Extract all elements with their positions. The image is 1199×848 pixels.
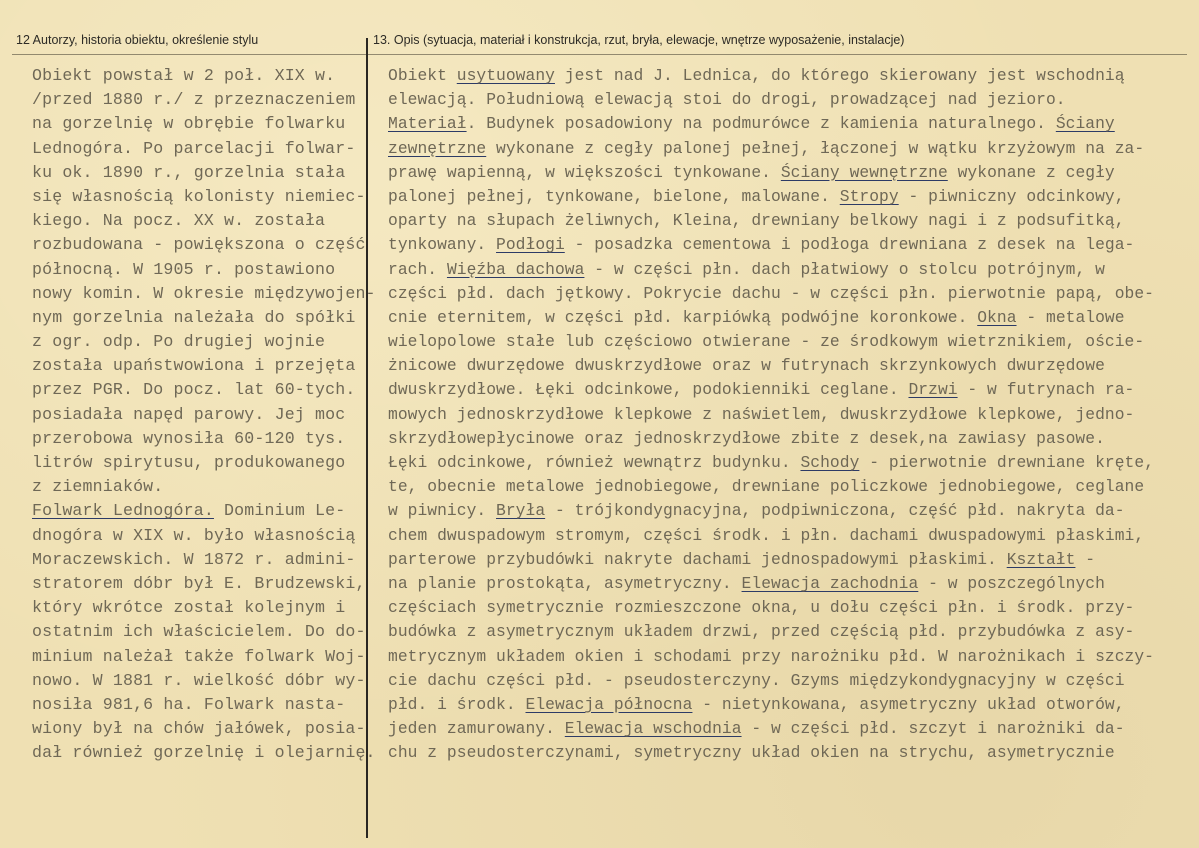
text-segment: rozbudowana - powiększona o część [32, 235, 366, 255]
text-line [32, 378, 376, 402]
text-line [388, 693, 1154, 717]
text-line [32, 717, 376, 741]
underlined-heading: Folwark Lednogóra. [32, 501, 214, 521]
text-segment: stratorem dóbr był E. Brudzewski, [32, 573, 366, 593]
text-line [32, 258, 376, 282]
text-line [388, 209, 1154, 233]
text-line [32, 306, 376, 330]
text-line [32, 233, 376, 257]
text-segment: - nietynkowana, asymetryczny układ otworów, [692, 694, 1125, 714]
text-segment: przerobowa wynosiła 60-120 tys. [32, 428, 346, 448]
text-segment: - w części płn. dach płatwiowy o stolcu potrójnym, w [584, 259, 1105, 279]
text-segment: cie dachu części płd. - pseudosterczyny. Gzyms międzykondygnacyjny w części [388, 670, 1125, 690]
text-segment: ostatnim ich właścicielem. Do do- [32, 622, 366, 642]
text-line [32, 354, 376, 378]
text-segment: posiadała napęd parowy. Jej moc [32, 404, 346, 424]
text-line [388, 669, 1154, 693]
text-segment: częściach symetrycznie rozmieszczone okna, u dołu części płn. i środk. przy- [388, 598, 1135, 618]
text-segment: te, obecnie metalowe jednobiegowe, drewniane policzkowe jednobiegowe, ceglane [388, 477, 1145, 497]
text-line [32, 185, 376, 209]
underlined-heading: Schody [800, 453, 860, 472]
text-line [32, 137, 376, 161]
text-line [388, 403, 1154, 427]
underlined-heading: Ściany wewnętrzne [780, 162, 948, 182]
underlined-heading: Więźba dachowa [446, 259, 585, 279]
text-segment: . Budynek posadowiony na podmurówce z kamienia naturalnego. [466, 114, 1056, 134]
text-segment: dnogóra w XIX w. było własnością [32, 525, 356, 545]
text-line [388, 137, 1154, 161]
text-line [32, 596, 376, 620]
text-line [388, 427, 1154, 451]
text-line [388, 282, 1154, 306]
text-line [388, 524, 1154, 548]
underlined-heading: zewnętrzne [388, 138, 487, 158]
text-line [388, 354, 1154, 378]
text-line [32, 475, 376, 499]
text-line [388, 185, 1154, 209]
text-segment: nowy komin. W okresie międzywojen- [32, 283, 376, 303]
text-line [388, 717, 1154, 741]
text-line [32, 403, 376, 427]
text-line [388, 620, 1154, 644]
text-segment: przez PGR. Do pocz. lat 60-tych. [32, 380, 356, 400]
text-segment: w piwnicy. [388, 501, 497, 521]
underlined-heading: Podłogi [496, 235, 565, 255]
text-segment: dał również gorzelnię i olejarnię. [32, 743, 376, 763]
text-line [32, 112, 376, 136]
text-segment: chu z pseudosterczynami, symetryczny układ okien na strychu, asymetrycznie [388, 743, 1115, 763]
text-line [388, 233, 1154, 257]
text-segment: /przed 1880 r./ z przeznaczeniem [32, 90, 356, 110]
text-segment: na planie prostokąta, asymetryczny. [388, 573, 742, 593]
text-segment: kiego. Na pocz. XX w. została [32, 211, 326, 231]
text-segment: - [1075, 549, 1096, 569]
text-line [388, 475, 1154, 499]
text-segment: - pierwotnie drewniane kręte, [859, 453, 1155, 472]
text-line [388, 548, 1154, 572]
text-segment: Moraczewskich. W 1872 r. admini- [32, 549, 356, 569]
underlined-heading: Drzwi [908, 380, 958, 400]
text-line [32, 741, 376, 765]
text-line [32, 693, 376, 717]
text-segment: skrzydłowepłycinowe oraz jednoskrzydłowe zbite z desek,na zawiasy pasowe. [388, 428, 1105, 448]
text-line [32, 645, 376, 669]
text-segment: metrycznym układem okien i schodami przy narożniku płd. W narożnikach i szczy- [388, 646, 1154, 666]
text-segment: cnie eternitem, w części płd. karpiówką podwójne koronkowe. [388, 307, 978, 327]
underlined-heading: Kształt [1006, 549, 1076, 569]
text-segment: Łęki odcinkowe, również wewnątrz budynku. [388, 453, 801, 472]
text-segment: Obiekt powstał w 2 poł. XIX w. [32, 66, 336, 85]
text-segment: mowych jednoskrzydłowe klepkowe z naświetlem, dwuskrzydłowe klepkowe, jedno- [388, 404, 1135, 424]
text-segment: Dominium Le- [213, 501, 346, 521]
text-segment: minium należał także folwark Woj- [32, 646, 366, 666]
text-segment: - metalowe [1016, 307, 1125, 327]
text-segment: nosiła 981,6 ha. Folwark nasta- [32, 694, 346, 714]
text-line [32, 499, 376, 523]
text-segment: palonej pełnej, tynkowane, bielone, malowane. [388, 186, 840, 206]
text-line [388, 596, 1154, 620]
section-13-header: 13. Opis (sytuacja, materiał i konstrukcja, rzut, bryła, elewacje, wnętrze wyposażenie, instalacje) [373, 33, 905, 47]
text-segment: - posadzka cementowa i podłoga drewniana z desek na lega- [564, 235, 1135, 255]
text-segment: ku ok. 1890 r., gorzelnia stała [32, 162, 346, 182]
text-line [32, 669, 376, 693]
underlined-heading: Bryła [496, 501, 546, 521]
text-segment: wiony był na chów jałówek, posia- [32, 719, 366, 739]
text-line [388, 451, 1154, 475]
text-segment: wielopolowe stałe lub częściowo otwierane - ze środkowym wietrznikiem, oście- [388, 332, 1145, 352]
text-line [388, 330, 1154, 354]
text-line [32, 451, 376, 475]
text-segment: części płd. dach jętkowy. Pokrycie dachu - w części płn. pierwotnie papą, obe- [388, 283, 1154, 303]
text-line [388, 88, 1154, 112]
text-segment: który wkrótce został kolejnym i [32, 598, 346, 618]
underlined-heading: Ściany [1055, 114, 1115, 134]
text-line [32, 427, 376, 451]
text-segment: dwuskrzydłowe. Łęki odcinkowe, podokienniki ceglane. [388, 380, 909, 400]
history-text-column [32, 64, 376, 765]
underlined-heading: Stropy [839, 186, 899, 206]
text-line [32, 524, 376, 548]
text-segment: Obiekt [388, 66, 457, 85]
text-segment: - w części płd. szczyt i narożniki da- [741, 719, 1125, 739]
section-12-header: 12 Autorzy, historia obiektu, określenie stylu [16, 33, 259, 47]
text-segment: rach. [388, 259, 447, 279]
text-line [32, 620, 376, 644]
text-line [32, 161, 376, 185]
text-segment: z ogr. odp. Po drugiej wojnie [32, 332, 326, 352]
text-line [32, 572, 376, 596]
text-line [388, 499, 1154, 523]
text-line [388, 161, 1154, 185]
text-segment: tynkowany. [388, 235, 497, 255]
text-segment: z ziemniaków. [32, 477, 164, 497]
underlined-heading: usytuowany [456, 66, 555, 85]
text-segment: oparty na słupach żeliwnych, Kleina, drewniany belkowy nagi i z podsufitką, [388, 211, 1125, 231]
text-segment: wykonane z cegły [947, 162, 1115, 182]
text-segment: żnicowe dwurzędowe dwuskrzydłowe oraz w futrynach skrzynkowych dwurzędowe [388, 356, 1105, 376]
text-segment: wykonane z cegły palonej pełnej, łączonej w wątku krzyżowym na za- [486, 138, 1145, 158]
text-line [32, 548, 376, 572]
header-rule [12, 54, 1187, 55]
text-line [32, 330, 376, 354]
underlined-heading: Elewacja zachodnia [741, 573, 919, 593]
text-segment: północną. W 1905 r. postawiono [32, 259, 336, 279]
text-line [32, 88, 376, 112]
underlined-heading: Okna [977, 307, 1017, 327]
text-segment: na gorzelnię w obrębie folwarku [32, 114, 346, 134]
text-segment: parterowe przybudówki nakryte dachami jednospadowymi płaskimi. [388, 549, 1007, 569]
text-line [32, 209, 376, 233]
text-segment: - w futrynach ra- [957, 380, 1135, 400]
text-segment: chem dwuspadowym stromym, części środk. i płn. dachami dwuspadowymi płaskimi, [388, 525, 1145, 545]
text-segment: nowo. W 1881 r. wielkość dóbr wy- [32, 670, 366, 690]
text-line [388, 741, 1154, 765]
text-segment: - w poszczególnych [918, 573, 1105, 593]
text-segment: Lednogóra. Po parcelacji folwar- [32, 138, 356, 158]
text-segment: - piwniczny odcinkowy, [898, 186, 1125, 206]
text-line [388, 378, 1154, 402]
text-segment: się własnością kolonisty niemiec- [32, 186, 366, 206]
text-segment: elewacją. Południową elewacją stoi do drogi, prowadzącej nad jezioro. [388, 90, 1066, 110]
text-line [388, 258, 1154, 282]
text-line [388, 572, 1154, 596]
underlined-heading: Materiał [388, 114, 467, 134]
underlined-heading: Elewacja północna [525, 694, 693, 714]
text-segment: płd. i środk. [388, 694, 526, 714]
description-text-column [388, 64, 1154, 765]
text-line [388, 112, 1154, 136]
text-line [388, 64, 1154, 88]
text-segment: - trójkondygnacyjna, podpiwniczona, część płd. nakryta da- [545, 501, 1125, 521]
text-segment: budówka z asymetrycznym układem drzwi, przed częścią płd. przybudówka z asy- [388, 622, 1135, 642]
text-segment: została upaństwowiona i przejęta [32, 356, 356, 376]
underlined-heading: Elewacja wschodnia [564, 719, 742, 739]
text-segment: jeden zamurowany. [388, 719, 565, 739]
text-segment: nym gorzelnia należała do spółki [32, 307, 356, 327]
text-segment: jest nad J. Lednica, do którego skierowany jest wschodnią [554, 66, 1125, 85]
text-line [388, 306, 1154, 330]
text-line [32, 64, 376, 88]
text-line [388, 645, 1154, 669]
text-segment: litrów spirytusu, produkowanego [32, 453, 346, 472]
text-line [32, 282, 376, 306]
text-segment: prawę wapienną, w większości tynkowane. [388, 162, 781, 182]
